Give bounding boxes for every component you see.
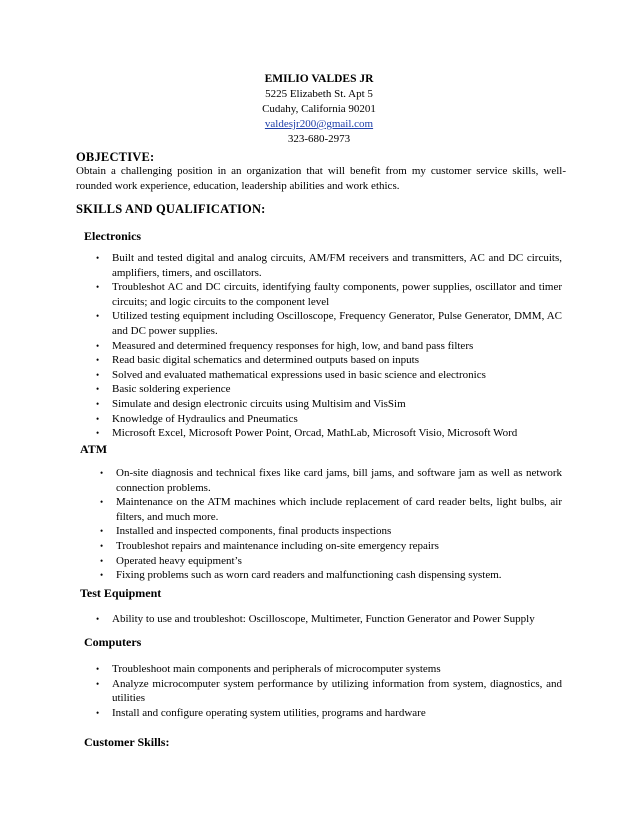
objective-text: Obtain a challenging position in an organization that will benefit from my customer service skills, well-rounded work experience, education, leadership abilities and work ethics. — [76, 165, 566, 192]
bullet-icon: • — [96, 355, 100, 366]
list-item: • Troubleshoot main components and peripherals of microcomputer systems — [96, 663, 441, 675]
email-link[interactable]: valdesjr200@gmail.com — [264, 118, 374, 130]
bullet-icon: • — [96, 428, 100, 439]
section-title-electronics: Electronics — [84, 229, 142, 243]
address-line-1: 5225 Elizabeth St. Apt 5 — [265, 88, 373, 100]
bullet-icon: • — [96, 340, 100, 351]
bullet-icon: • — [96, 707, 100, 718]
bullet-icon: • — [100, 468, 104, 478]
list-item: • Microsoft Excel, Microsoft Power Point, Orcad, MathLab, Microsoft Visio, Microsoft Word — [96, 427, 518, 440]
bullet-icon: • — [96, 311, 100, 322]
list-item: • Analyze microcomputer system performance by utilizing information from system, diagnostics, and utilities — [96, 677, 562, 705]
list-item: • Utilized testing equipment including Oscilloscope, Frequency Generator, Pulse Generator, DMM, AC and DC power supplies. — [96, 310, 562, 337]
phone-number: 323-680-2973 — [287, 133, 351, 145]
section-title-atm: ATM — [80, 442, 108, 456]
list-item: • Operated heavy equipment’s — [100, 554, 242, 567]
list-item: • Read basic digital schematics and determined outputs based on inputs — [96, 354, 420, 367]
list-item: • Ability to use and troubleshot: Oscilloscope, Multimeter, Function Generator and Power Supply — [96, 613, 535, 625]
atm-list — [100, 466, 562, 583]
list-item: • Fixing problems such as worn card readers and malfunctioning cash dispensing system. — [100, 569, 502, 582]
skills-heading: SKILLS AND QUALIFICATION: — [76, 202, 266, 216]
objective-heading: OBJECTIVE: — [76, 150, 155, 164]
contact-header — [0, 72, 638, 147]
bullet-icon: • — [96, 664, 100, 674]
electronics-list — [96, 251, 562, 441]
address-line-2: Cudahy, California 90201 — [262, 103, 376, 115]
bullet-icon: • — [96, 253, 100, 263]
list-item: • Installed and inspected components, final products inspections — [100, 525, 392, 538]
section-title-test-equipment: Test Equipment — [80, 586, 162, 600]
bullet-icon: • — [96, 614, 100, 624]
section-title-customer-skills: Customer Skills: — [84, 735, 170, 749]
bullet-icon: • — [100, 570, 104, 581]
list-item: • Built and tested digital and analog circuits, AM/FM receivers and transmitters, AC and DC circuits, amplifiers, timers, and oscillators. — [96, 252, 562, 279]
bullet-icon: • — [96, 398, 100, 409]
applicant-name: EMILIO VALDES JR — [264, 73, 374, 85]
list-item: • Troubleshot AC and DC circuits, identifying faulty components, power supplies, oscillator and timer circuits; and logic circuits to the component level — [96, 281, 562, 308]
bullet-icon: • — [96, 678, 100, 689]
list-item: • Knowledge of Hydraulics and Pneumatics — [96, 412, 298, 425]
bullet-icon: • — [96, 369, 100, 380]
bullet-icon: • — [100, 540, 104, 551]
list-item: • Basic soldering experience — [96, 383, 231, 396]
test-equipment-list — [96, 612, 562, 627]
list-item: • Measured and determined frequency responses for high, low, and band pass filters — [96, 339, 474, 352]
bullet-icon: • — [96, 384, 100, 395]
bullet-icon: • — [100, 526, 104, 537]
bullet-icon: • — [100, 497, 104, 508]
list-item: • Simulate and design electronic circuits using Multisim and VisSim — [96, 397, 406, 410]
section-title-computers: Computers — [84, 635, 142, 649]
list-item: • Troubleshot repairs and maintenance including on-site emergency repairs — [100, 539, 439, 552]
computers-list — [96, 662, 562, 720]
bullet-icon: • — [96, 413, 100, 424]
list-item: • On-site diagnosis and technical fixes like card jams, bill jams, and software jam as well as network connection problems. — [100, 467, 562, 494]
bullet-icon: • — [96, 282, 100, 293]
bullet-icon: • — [100, 555, 104, 566]
list-item: • Maintenance on the ATM machines which include replacement of card reader belts, light bulbs, air filters, and much more. — [100, 496, 562, 523]
list-item: • Install and configure operating system utilities, programs and hardware — [96, 706, 426, 719]
list-item: • Solved and evaluated mathematical expressions used in basic science and electronics — [96, 368, 486, 381]
